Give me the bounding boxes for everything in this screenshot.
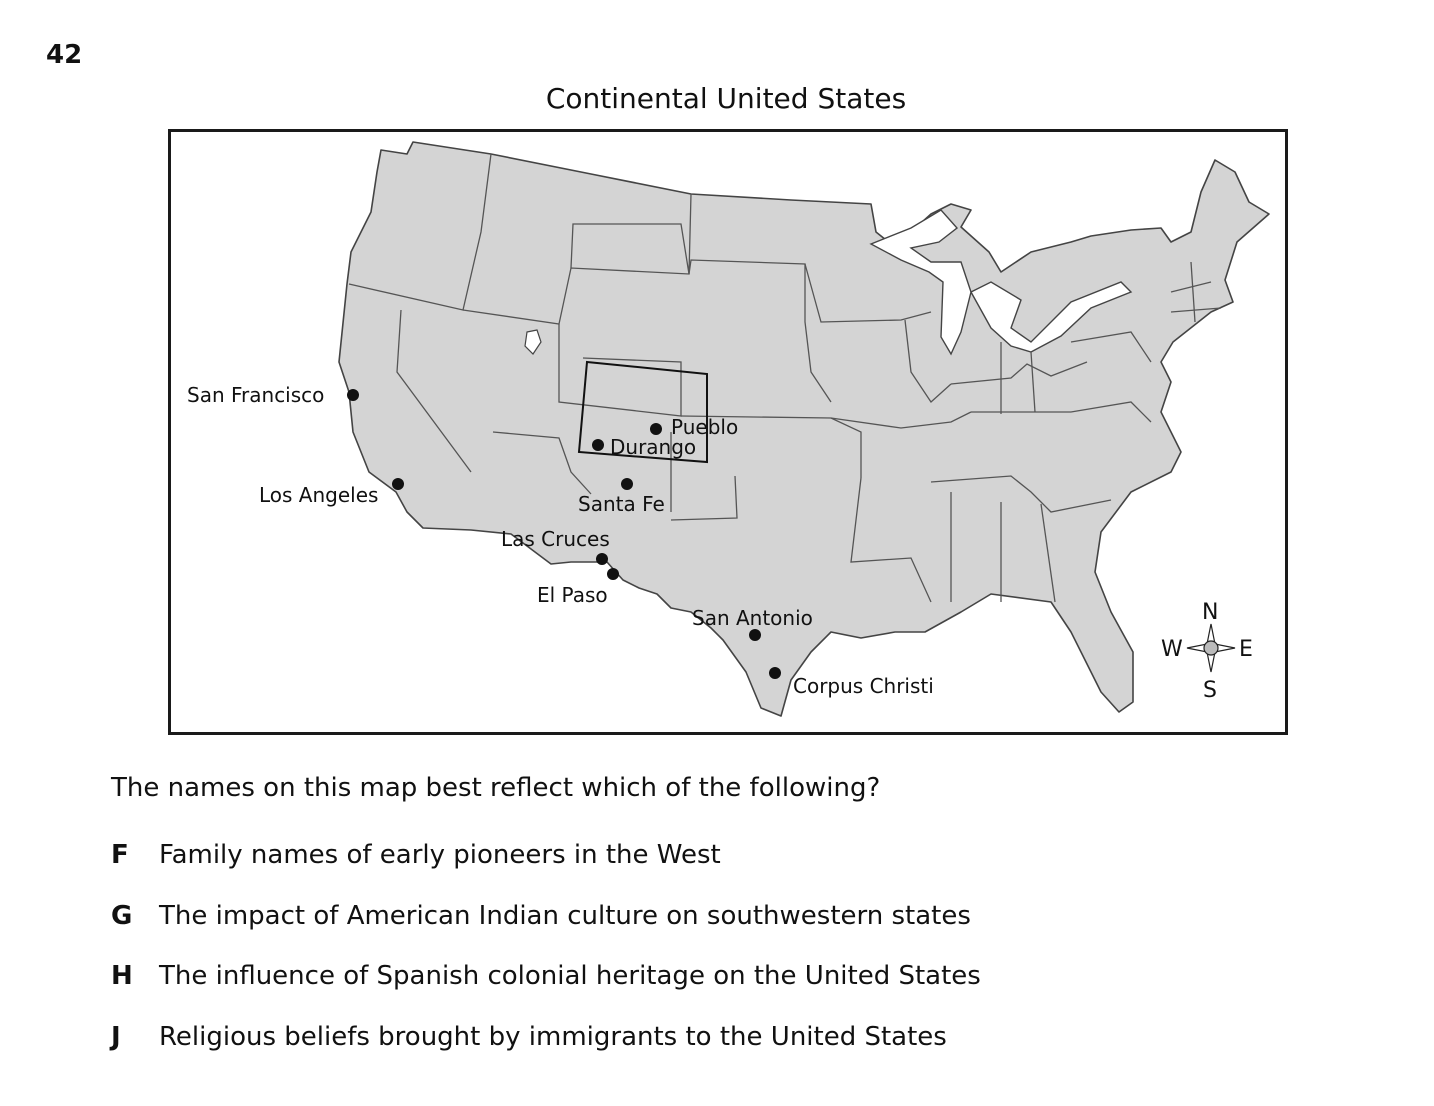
- choice-text: Religious beliefs brought by immigrants to the United States: [159, 1022, 947, 1052]
- compass-north: N: [1202, 600, 1219, 625]
- answer-choice-f[interactable]: [111, 840, 721, 870]
- city-dot-san-antonio: [749, 629, 761, 641]
- city-label-san-francisco: San Francisco: [187, 383, 325, 407]
- city-dot-las-cruces: [596, 553, 608, 565]
- answer-choice-h[interactable]: [111, 961, 981, 991]
- city-dot-santa-fe: [621, 478, 633, 490]
- map-title: Continental United States: [545, 82, 907, 115]
- question-stem: The names on this map best reflect which of the following?: [111, 773, 881, 803]
- city-label-durango: Durango: [610, 435, 697, 459]
- choice-text: The influence of Spanish colonial heritage on the United States: [159, 961, 981, 991]
- city-dot-corpus-christi: [769, 667, 781, 679]
- city-label-corpus-christi: Corpus Christi: [793, 674, 934, 698]
- compass-south: S: [1203, 678, 1217, 703]
- choice-letter: H: [111, 961, 133, 991]
- city-dot-san-francisco: [347, 389, 359, 401]
- choice-text: Family names of early pioneers in the West: [159, 840, 721, 870]
- choice-letter: G: [111, 901, 133, 931]
- city-dot-el-paso: [607, 568, 619, 580]
- compass-rose-icon: [1161, 600, 1253, 703]
- city-label-san-antonio: San Antonio: [692, 606, 813, 630]
- question-number: 42: [46, 40, 83, 70]
- city-label-los-angeles: Los Angeles: [259, 483, 379, 507]
- city-label-santa-fe: Santa Fe: [578, 492, 665, 516]
- city-dot-durango: [592, 439, 604, 451]
- us-map: [168, 129, 1288, 735]
- map-graphic: [171, 132, 1285, 732]
- answer-choice-g[interactable]: [111, 901, 971, 931]
- compass-west: W: [1161, 637, 1183, 662]
- city-label-el-paso: El Paso: [537, 583, 608, 607]
- compass-east: E: [1239, 637, 1253, 662]
- city-dot-los-angeles: [392, 478, 404, 490]
- city-dot-pueblo: [650, 423, 662, 435]
- city-label-pueblo: Pueblo: [671, 415, 739, 439]
- choice-letter: F: [111, 840, 129, 870]
- city-label-las-cruces: Las Cruces: [501, 527, 610, 551]
- choice-text: The impact of American Indian culture on southwestern states: [159, 901, 971, 931]
- choice-letter: J: [111, 1022, 121, 1052]
- answer-choice-j[interactable]: [111, 1022, 947, 1052]
